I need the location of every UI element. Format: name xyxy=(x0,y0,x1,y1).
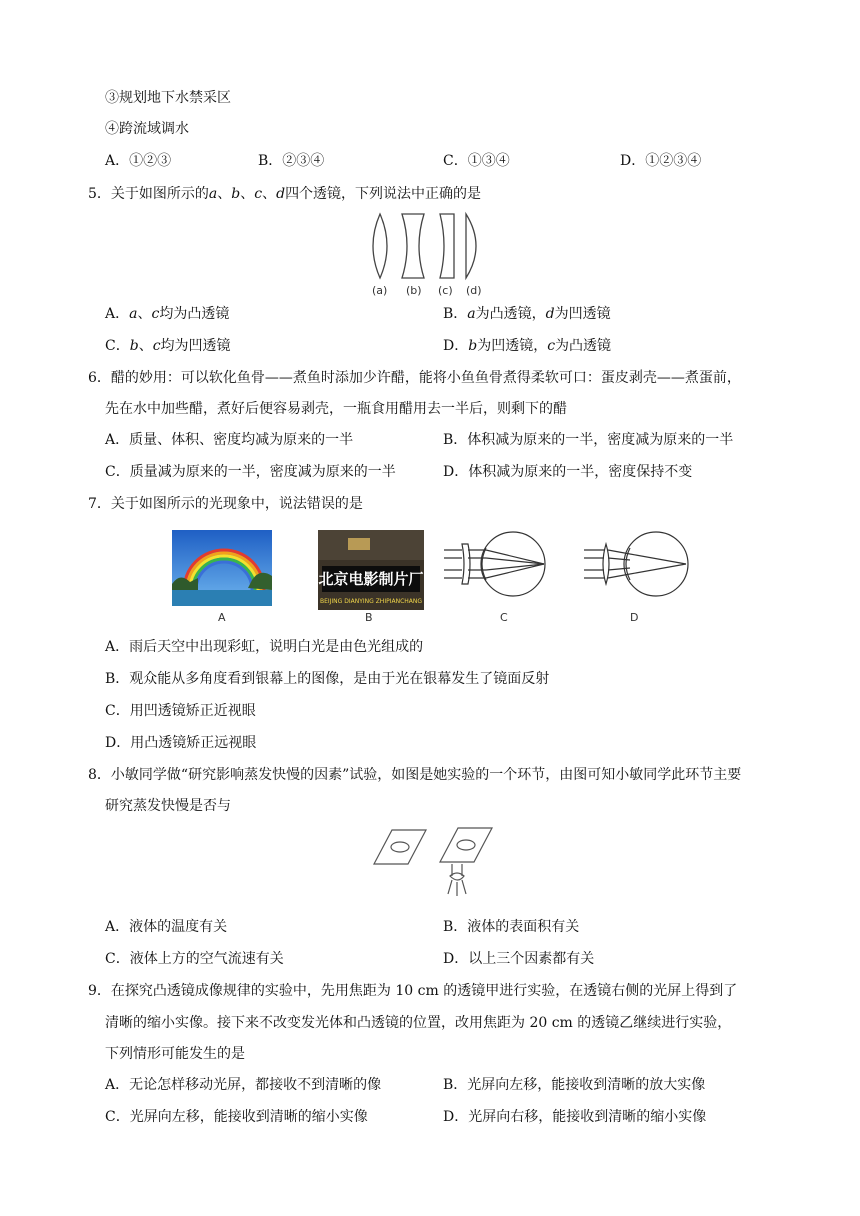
lens-a-icon xyxy=(373,214,387,278)
option-d: D．以上三个因素都有关 xyxy=(443,951,595,967)
question-5-stem: 5．关于如图所示的a、b、c、d四个透镜，下列说法中正确的是 xyxy=(88,186,482,202)
question-number: 8． xyxy=(88,767,111,783)
eye-diagram-d xyxy=(584,532,688,596)
sign-text: 北京电影制片厂 xyxy=(318,570,424,588)
option-b: B．观众能从多角度看到银幕上的图像，是由于光在银幕发生了镜面反射 xyxy=(105,671,550,687)
figure-label: (c) xyxy=(438,284,453,297)
question-number: 5． xyxy=(88,186,111,202)
lens-d-icon xyxy=(466,214,476,278)
option-c: C．液体上方的空气流速有关 xyxy=(105,951,284,967)
lens-c-icon xyxy=(440,214,454,278)
option-c: C．质量减为原来的一半，密度减为原来的一半 xyxy=(105,464,396,480)
option-a: A．雨后天空中出现彩虹，说明白光是由色光组成的 xyxy=(105,639,424,655)
question-6-stem: 6．醋的妙用：可以软化鱼骨——煮鱼时添加少许醋，能将小鱼鱼骨煮得柔软可口：蛋皮剥壳——煮蛋前， xyxy=(88,370,741,386)
option-d: D．①②③④ xyxy=(620,153,702,169)
evaporation-figure xyxy=(366,822,500,902)
question-8-stem-cont: 研究蒸发快慢是否与 xyxy=(105,798,231,814)
eye-diagram-c xyxy=(444,532,545,596)
glass-plate-left xyxy=(374,830,426,864)
figure-label: C xyxy=(500,611,508,624)
sign-subtext: BEIJING DIANYING ZHIPIANCHANG xyxy=(319,598,423,605)
option-b: B．a为凸透镜，d为凹透镜 xyxy=(443,306,611,322)
glass-plate-right xyxy=(440,828,492,862)
list-item: ④跨流域调水 xyxy=(105,121,189,137)
option-a: A．无论怎样移动光屏，都接收不到清晰的像 xyxy=(105,1077,382,1093)
option-d: D．体积减为原来的一半，密度保持不变 xyxy=(443,464,693,480)
option-d: D．光屏向右移，能接收到清晰的缩小实像 xyxy=(443,1109,707,1125)
question-9-stem: 9．在探究凸透镜成像规律的实验中，先用焦距为 10 cm 的透镜甲进行实验，在透镜右侧的光屏上得到了 xyxy=(88,983,738,999)
question-number: 9． xyxy=(88,983,111,999)
rainbow-image xyxy=(172,530,272,606)
figure-label: A xyxy=(218,611,226,624)
option-c: C．①③④ xyxy=(443,153,510,169)
question-7-stem: 7．关于如图所示的光现象中，说法错误的是 xyxy=(88,496,363,512)
list-item: ③规划地下水禁采区 xyxy=(105,90,231,106)
question-number: 6． xyxy=(88,370,111,386)
question-9-stem-cont: 下列情形可能发生的是 xyxy=(105,1046,245,1062)
option-a: A．质量、体积、密度均减为原来的一半 xyxy=(105,432,354,448)
lens-figure xyxy=(362,208,497,300)
option-b: B．体积减为原来的一半，密度减为原来的一半 xyxy=(443,432,734,448)
option-d: D．用凸透镜矫正远视眼 xyxy=(105,735,257,751)
question-9-stem-cont: 清晰的缩小实像。接下来不改变发光体和凸透镜的位置，改用焦距为 20 cm 的透镜乙继续进行实验， xyxy=(105,1015,732,1031)
flame-icon xyxy=(450,873,464,880)
figure-label: D xyxy=(630,611,639,624)
lens-b-icon xyxy=(402,214,424,278)
question-6-stem-cont: 先在水中加些醋，煮好后便容易剥壳，一瓶食用醋用去一半后，则剩下的醋 xyxy=(105,401,567,417)
option-a: A．①②③ xyxy=(105,153,172,169)
question-number: 7． xyxy=(88,496,111,512)
figure-label: B xyxy=(365,611,373,624)
option-b: B．光屏向左移，能接收到清晰的放大实像 xyxy=(443,1077,706,1093)
option-a: A．a、c均为凸透镜 xyxy=(105,306,230,322)
option-a: A．液体的温度有关 xyxy=(105,919,228,935)
figure-label: (d) xyxy=(466,284,482,297)
question-8-stem: 8．小敏同学做“研究影响蒸发快慢的因素”试验，如图是她实验的一个环节，由图可知小敏同学此环节主要 xyxy=(88,767,742,783)
option-c: C．b、c均为凹透镜 xyxy=(105,338,231,354)
studio-sign-image xyxy=(318,530,424,610)
option-c: C．用凹透镜矫正近视眼 xyxy=(105,703,256,719)
optics-figure xyxy=(168,524,698,628)
option-b: B．液体的表面积有关 xyxy=(443,919,580,935)
option-d: D．b为凹透镜，c为凸透镜 xyxy=(443,338,612,354)
figure-label: (a) xyxy=(372,284,388,297)
option-c: C．光屏向左移，能接收到清晰的缩小实像 xyxy=(105,1109,368,1125)
option-b: B．②③④ xyxy=(258,153,325,169)
figure-label: (b) xyxy=(406,284,422,297)
